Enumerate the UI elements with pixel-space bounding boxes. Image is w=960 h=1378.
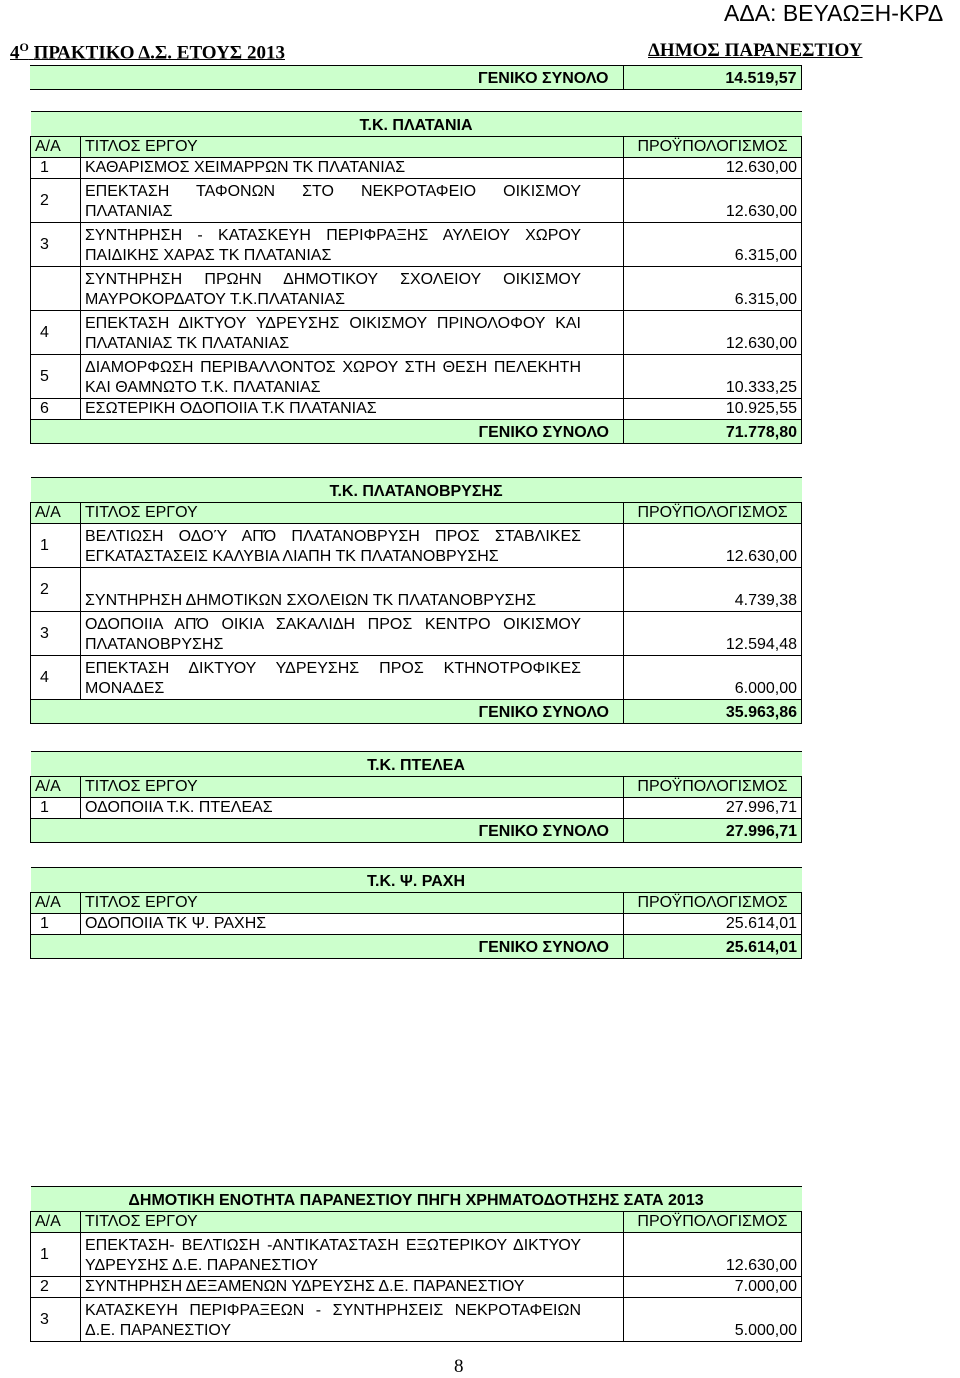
- total-label: ΓΕΝΙΚΟ ΣΥΝΟΛΟ: [31, 700, 624, 724]
- col-header-title: ΤΙΤΛΟΣ ΕΡΓΟΥ: [81, 893, 624, 914]
- row-title-text: ΚΑΤΑΣΚΕΥΗ ΠΕΡΙΦΡΑΞΕΩΝ - ΣΥΝΤΗΡΗΣΕΙΣ ΝΕΚΡΟΤΑΦΕΙΩΝ Δ.Ε. ΠΑΡΑΝΕΣΤΙΟΥ: [85, 1302, 581, 1339]
- total-label: ΓΕΝΙΚΟ ΣΥΝΟΛΟ: [31, 420, 624, 444]
- row-amount: 7.000,00: [624, 1277, 802, 1298]
- row-number: 3: [31, 612, 81, 656]
- col-header-budget: ΠΡΟΫΠΟΛΟΓΙΣΜΟΣ: [624, 503, 802, 524]
- row-number: 3: [31, 223, 81, 267]
- row-title: [81, 568, 624, 612]
- section-title-row: [31, 1187, 802, 1212]
- row-title-text: ΣΥΝΤΗΡΗΣΗ ΔΕΞΑΜΕΝΩΝ ΥΔΡΕΥΣΗΣ Δ.Ε. ΠΑΡΑΝΕΣΤΙΟΥ: [85, 1278, 525, 1295]
- minutes-number: 4: [10, 42, 20, 64]
- col-header-budget: ΠΡΟΫΠΟΛΟΓΙΣΜΟΣ: [624, 137, 802, 158]
- row-title: [81, 1277, 624, 1298]
- row-number: 1: [31, 798, 81, 819]
- col-header-aa: Α/Α: [31, 777, 81, 798]
- row-title: [81, 355, 624, 399]
- section-title: Τ.Κ. ΠΛΑΤΑΝΟΒΡΥΣΗΣ: [31, 478, 802, 503]
- row-number: 6: [31, 399, 81, 420]
- row-title: [81, 179, 624, 223]
- page-number: 8: [454, 1356, 464, 1377]
- total-amount: 35.963,86: [624, 700, 802, 724]
- table-row: [31, 798, 802, 819]
- row-amount: 5.000,00: [624, 1298, 802, 1342]
- col-header-title: ΤΙΤΛΟΣ ΕΡΓΟΥ: [81, 1212, 624, 1233]
- row-title: [81, 267, 624, 311]
- row-number: 1: [31, 524, 81, 568]
- row-number: 1: [31, 1233, 81, 1277]
- row-number: 3: [31, 1298, 81, 1342]
- section-title: Τ.Κ. ΠΛΑΤΑΝΙΑ: [31, 112, 802, 137]
- section-table-psrachi: [30, 867, 802, 959]
- col-header-aa: Α/Α: [31, 893, 81, 914]
- section-title-row: [31, 112, 802, 137]
- col-header-budget: ΠΡΟΫΠΟΛΟΓΙΣΜΟΣ: [624, 777, 802, 798]
- table-row: [31, 311, 802, 355]
- section-title-row: [31, 752, 802, 777]
- total-amount: 14.519,57: [623, 66, 801, 90]
- row-number: 4: [31, 311, 81, 355]
- row-number: 5: [31, 355, 81, 399]
- column-header-row: [31, 777, 802, 798]
- section-table-platanovrysis: [30, 477, 802, 724]
- total-amount: 27.996,71: [624, 819, 802, 843]
- section-title-row: [31, 478, 802, 503]
- row-title: [81, 798, 624, 819]
- table-row: [31, 223, 802, 267]
- row-title: [81, 612, 624, 656]
- row-title-text: ΣΥΝΤΗΡΗΣΗ ΔΗΜΟΤΙΚΩΝ ΣΧΟΛΕΙΩΝ ΤΚ ΠΛΑΤΑΝΟΒΡΥΣΗΣ: [85, 592, 536, 609]
- row-number: 1: [31, 914, 81, 935]
- column-header-row: [31, 503, 802, 524]
- municipality-title: ΔΗΜΟΣ ΠΑΡΑΝΕΣΤΙΟΥ: [648, 40, 863, 61]
- row-amount: 12.630,00: [624, 524, 802, 568]
- col-header-budget: ΠΡΟΫΠΟΛΟΓΙΣΜΟΣ: [624, 1212, 802, 1233]
- row-number: 1: [31, 158, 81, 179]
- row-title: [81, 914, 624, 935]
- row-title-text: ΕΠΕΚΤΑΣΗ- ΒΕΛΤΙΩΣΗ -ΑΝΤΙΚΑΤΑΣΤΑΣΗ ΕΞΩΤΕΡΙΚΟΥ ΔΙΚΤΥΟΥ ΥΔΡΕΥΣΗΣ Δ.Ε. ΠΑΡΑΝΕΣΤΙΟΥ: [85, 1237, 581, 1274]
- row-title-text: ΕΠΕΚΤΑΣΗ ΤΑΦΟΝΩΝ ΣΤΟ ΝΕΚΡΟΤΑΦΕΙΟ ΟΙΚΙΣΜΟΥ ΠΛΑΤΑΝΙΑΣ: [85, 183, 581, 220]
- row-amount: 4.739,38: [624, 568, 802, 612]
- row-title-text: ΟΔΟΠΟΙΙΑ ΑΠΌ ΟΙΚΙΑ ΣΑΚΑΛΙΔΗ ΠΡΟΣ ΚΕΝΤΡΟ ΟΙΚΙΣΜΟΥ ΠΛΑΤΑΝΟΒΡΥΣΗΣ: [85, 616, 581, 653]
- row-number: 2: [31, 1277, 81, 1298]
- column-header-row: [31, 893, 802, 914]
- total-label: ΓΕΝΙΚΟ ΣΥΝΟΛΟ: [30, 66, 623, 90]
- total-row: [31, 935, 802, 959]
- total-label: ΓΕΝΙΚΟ ΣΥΝΟΛΟ: [31, 819, 624, 843]
- row-title: [81, 399, 624, 420]
- minutes-title: [10, 40, 285, 64]
- row-title: [81, 158, 624, 179]
- row-title: [81, 223, 624, 267]
- row-title-text: ΚΑΘΑΡΙΣΜΟΣ ΧΕΙΜΑΡΡΩΝ ΤΚ ΠΛΑΤΑΝΙΑΣ: [85, 159, 406, 176]
- section-title: ΔΗΜΟΤΙΚΗ ΕΝΟΤΗΤΑ ΠΑΡΑΝΕΣΤΙΟΥ ΠΗΓΗ ΧΡΗΜΑΤΟΔΟΤΗΣΗΣ ΣΑΤΑ 2013: [31, 1187, 802, 1212]
- total-amount: 71.778,80: [624, 420, 802, 444]
- section-title: Τ.Κ. ΠΤΕΛΕΑ: [31, 752, 802, 777]
- table-row: [31, 612, 802, 656]
- row-amount: 6.000,00: [624, 656, 802, 700]
- col-header-aa: Α/Α: [31, 137, 81, 158]
- row-amount: 10.925,55: [624, 399, 802, 420]
- section-title: Τ.Κ. Ψ. ΡΑΧΗ: [31, 868, 802, 893]
- table-row: [31, 1233, 802, 1277]
- row-amount: 10.333,25: [624, 355, 802, 399]
- table-row: [31, 524, 802, 568]
- minutes-text: ΠΡΑΚΤΙΚΟ Δ.Σ. ΕΤΟΥΣ 2013: [33, 42, 285, 64]
- row-amount: 6.315,00: [624, 267, 802, 311]
- total-row: [31, 700, 802, 724]
- table-row: [31, 399, 802, 420]
- column-header-row: [31, 1212, 802, 1233]
- section-table-plataniа: [30, 111, 802, 444]
- table-row: [31, 1277, 802, 1298]
- section-table-ptelea: [30, 751, 802, 843]
- row-title: [81, 524, 624, 568]
- column-header-row: [31, 137, 802, 158]
- row-amount: 12.630,00: [624, 1233, 802, 1277]
- table-row: [31, 158, 802, 179]
- ada-code: ΑΔΑ: ΒΕΥΑΩΞΗ-ΚΡΔ: [724, 0, 944, 26]
- total-amount: 25.614,01: [624, 935, 802, 959]
- row-number: 2: [31, 179, 81, 223]
- row-amount: 12.630,00: [624, 311, 802, 355]
- top-total-table: [30, 65, 802, 90]
- table-row: [31, 568, 802, 612]
- col-header-title: ΤΙΤΛΟΣ ΕΡΓΟΥ: [81, 137, 624, 158]
- row-title-text: ΟΔΟΠΟΙΙΑ Τ.Κ. ΠΤΕΛΕΑΣ: [85, 799, 273, 816]
- col-header-budget: ΠΡΟΫΠΟΛΟΓΙΣΜΟΣ: [624, 893, 802, 914]
- row-title-text: ΕΣΩΤΕΡΙΚΗ ΟΔΟΠΟΙΙΑ Τ.Κ ΠΛΑΤΑΝΙΑΣ: [85, 400, 377, 417]
- row-number: 4: [31, 656, 81, 700]
- row-amount: 27.996,71: [624, 798, 802, 819]
- top-total-row: [30, 66, 801, 90]
- table-row: [31, 656, 802, 700]
- row-title-text: ΔΙΑΜΟΡΦΩΣΗ ΠΕΡΙΒΑΛΛΟΝΤΟΣ ΧΩΡΟΥ ΣΤΗ ΘΕΣΗ ΠΕΛΕΚΗΤΗ ΚΑΙ ΘΑΜΝΩΤΟ Τ.Κ. ΠΛΑΤΑΝΙΑΣ: [85, 359, 581, 396]
- row-title: [81, 1298, 624, 1342]
- row-amount: 12.594,48: [624, 612, 802, 656]
- row-number: 2: [31, 568, 81, 612]
- row-amount: 12.630,00: [624, 179, 802, 223]
- row-title-text: ΕΠΕΚΤΑΣΗ ΔΙΚΤΥΟΥ ΥΔΡΕΥΣΗΣ ΠΡΟΣ ΚΤΗΝΟΤΡΟΦΙΚΕΣ ΜΟΝΑΔΕΣ: [85, 660, 581, 697]
- row-title: [81, 656, 624, 700]
- col-header-aa: Α/Α: [31, 503, 81, 524]
- row-title-text: ΣΥΝΤΗΡΗΣΗ - ΚΑΤΑΣΚΕΥΗ ΠΕΡΙΦΡΑΞΗΣ ΑΥΛΕΙΟΥ ΧΩΡΟΥ ΠΑΙΔΙΚΗΣ ΧΑΡΑΣ ΤΚ ΠΛΑΤΑΝΙΑΣ: [85, 227, 581, 264]
- row-title: [81, 1233, 624, 1277]
- row-amount: 25.614,01: [624, 914, 802, 935]
- row-title-text: ΕΠΕΚΤΑΣΗ ΔΙΚΤΥΟΥ ΥΔΡΕΥΣΗΣ ΟΙΚΙΣΜΟΥ ΠΡΙΝΟΛΟΦΟΥ ΚΑΙ ΠΛΑΤΑΝΙΑΣ ΤΚ ΠΛΑΤΑΝΙΑΣ: [85, 315, 581, 352]
- row-title: [81, 311, 624, 355]
- table-row: [31, 267, 802, 311]
- total-label: ΓΕΝΙΚΟ ΣΥΝΟΛΟ: [31, 935, 624, 959]
- section-title-row: [31, 868, 802, 893]
- table-row: [31, 179, 802, 223]
- col-header-title: ΤΙΤΛΟΣ ΕΡΓΟΥ: [81, 503, 624, 524]
- row-title-text: ΣΥΝΤΗΡΗΣΗ ΠΡΩΗΝ ΔΗΜΟΤΙΚΟΥ ΣΧΟΛΕΙΟΥ ΟΙΚΙΣΜΟΥ ΜΑΥΡΟΚΟΡΔΑΤΟΥ Τ.Κ.ΠΛΑΤΑΝΙΑΣ: [85, 271, 581, 308]
- section-table-sata: [30, 1186, 802, 1342]
- row-number: [31, 267, 81, 311]
- col-header-title: ΤΙΤΛΟΣ ΕΡΓΟΥ: [81, 777, 624, 798]
- row-title-text: ΟΔΟΠΟΙΙΑ ΤΚ Ψ. ΡΑΧΗΣ: [85, 915, 267, 932]
- total-row: [31, 819, 802, 843]
- table-row: [31, 914, 802, 935]
- total-row: [31, 420, 802, 444]
- row-amount: 6.315,00: [624, 223, 802, 267]
- minutes-ordinal: Ο: [19, 40, 29, 54]
- table-row: [31, 1298, 802, 1342]
- table-row: [31, 355, 802, 399]
- col-header-aa: Α/Α: [31, 1212, 81, 1233]
- row-amount: 12.630,00: [624, 158, 802, 179]
- row-title-text: ΒΕΛΤΙΩΣΗ ΟΔΟΎ ΑΠΌ ΠΛΑΤΑΝΟΒΡΥΣΗ ΠΡΟΣ ΣΤΑΒΛΙΚΕΣ ΕΓΚΑΤΑΣΤΑΣΕΙΣ ΚΑΛΥΒΙΑ ΛΙΑΠΗ ΤΚ ΠΛΑΤΑΝΟΒΡΥΣΗΣ: [85, 528, 581, 565]
